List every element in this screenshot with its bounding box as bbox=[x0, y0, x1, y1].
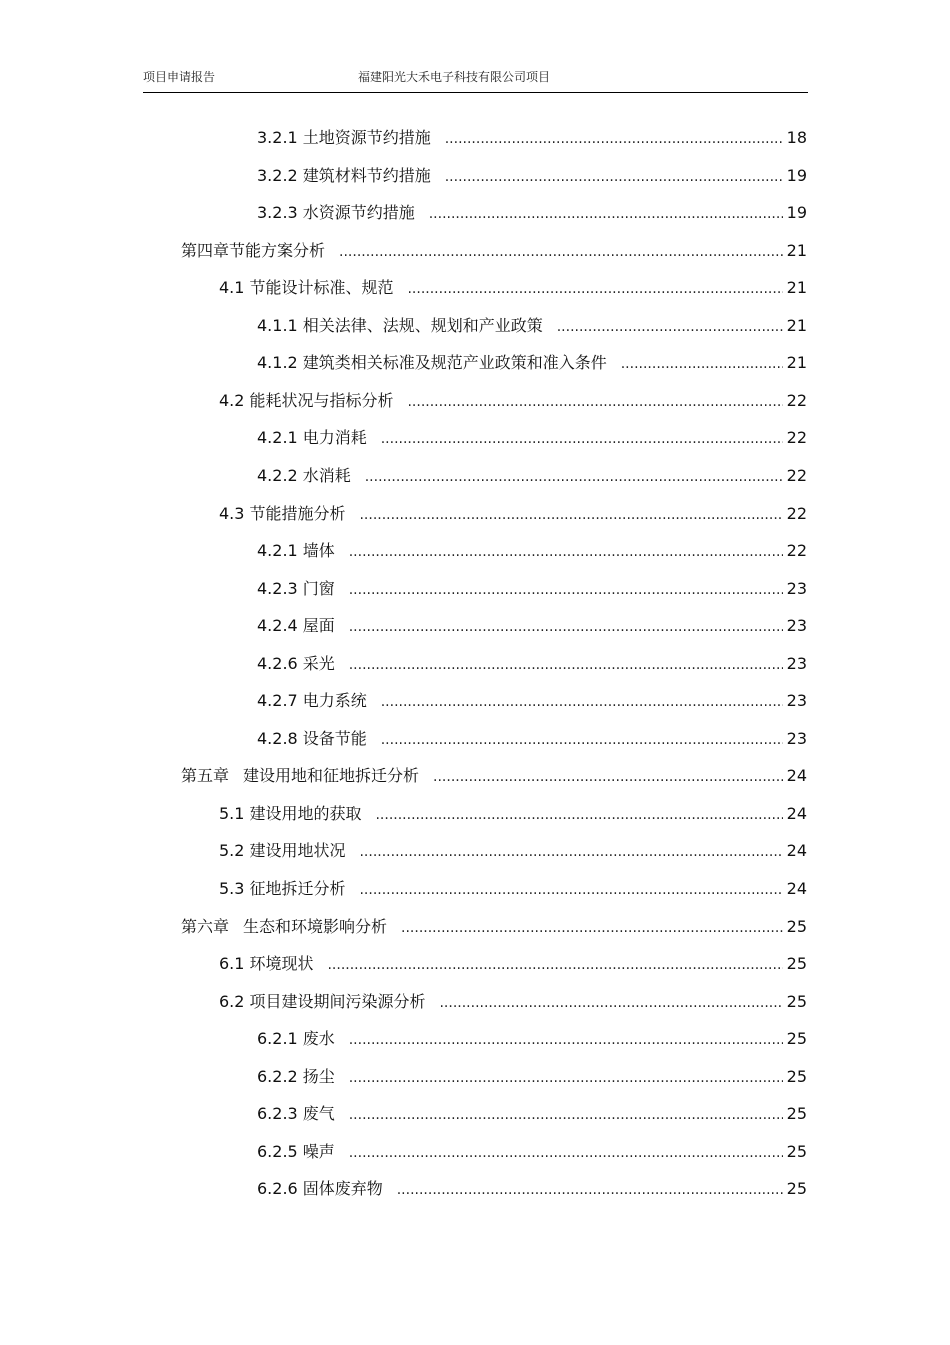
toc-entry-title: 征地拆迁分析 bbox=[249, 879, 346, 898]
toc-entry-page-number: 21 bbox=[786, 353, 807, 372]
toc-entry-page-number: 19 bbox=[786, 203, 807, 222]
toc-entry-number: 4.2.4 bbox=[257, 616, 298, 635]
toc-dot-leader bbox=[397, 1182, 783, 1198]
toc-dot-leader bbox=[349, 619, 783, 635]
toc-dot-leader bbox=[359, 507, 782, 523]
toc-entry[interactable] bbox=[257, 651, 807, 675]
toc-entry-page-number: 21 bbox=[786, 278, 807, 297]
toc-entry-title: 墙体 bbox=[302, 541, 335, 560]
toc-entry-page-number: 24 bbox=[786, 804, 807, 823]
toc-entry-number: 5.1 bbox=[219, 804, 245, 823]
toc-dot-leader bbox=[327, 957, 782, 973]
toc-entry-number: 4.2.1 bbox=[257, 541, 298, 560]
toc-entry[interactable] bbox=[181, 914, 807, 938]
toc-entry-number: 第五章 bbox=[181, 766, 230, 785]
toc-entry[interactable] bbox=[257, 125, 807, 149]
toc-entry-number: 3.2.2 bbox=[257, 166, 298, 185]
toc-entry-title: 相关法律、法规、规划和产业政策 bbox=[302, 316, 543, 335]
toc-dot-leader bbox=[349, 1032, 783, 1048]
toc-entry-title: 噪声 bbox=[302, 1142, 335, 1161]
page-header bbox=[143, 64, 808, 93]
toc-entry-number: 3.2.3 bbox=[257, 203, 298, 222]
toc-entry[interactable] bbox=[219, 989, 807, 1013]
toc-entry-page-number: 25 bbox=[786, 1067, 807, 1086]
toc-entry[interactable] bbox=[257, 200, 807, 224]
toc-entry-page-number: 25 bbox=[786, 1142, 807, 1161]
toc-entry-title: 电力消耗 bbox=[302, 428, 367, 447]
toc-entry[interactable] bbox=[257, 576, 807, 600]
toc-dot-leader bbox=[381, 732, 783, 748]
toc-entry-page-number: 25 bbox=[786, 1104, 807, 1123]
toc-dot-leader bbox=[445, 169, 783, 185]
header-report-type: 项目申请报告 bbox=[143, 70, 216, 84]
toc-entry-title: 节能措施分析 bbox=[249, 504, 346, 523]
toc-entry-title: 建设用地和征地拆迁分析 bbox=[243, 766, 420, 785]
toc-entry-number: 6.2.5 bbox=[257, 1142, 298, 1161]
toc-dot-leader bbox=[407, 281, 782, 297]
toc-entry-page-number: 25 bbox=[786, 1029, 807, 1048]
toc-entry-page-number: 22 bbox=[786, 466, 807, 485]
toc-entry[interactable] bbox=[257, 425, 807, 449]
toc-entry[interactable] bbox=[257, 463, 807, 487]
toc-entry[interactable] bbox=[257, 613, 807, 637]
toc-entry-page-number: 25 bbox=[786, 992, 807, 1011]
toc-entry-title: 固体废弃物 bbox=[302, 1179, 383, 1198]
toc-entry[interactable] bbox=[219, 801, 807, 825]
toc-dot-leader bbox=[557, 319, 783, 335]
toc-entry-number: 4.3 bbox=[219, 504, 245, 523]
toc-entry-number: 4.2.2 bbox=[257, 466, 298, 485]
toc-entry-title: 建筑材料节约措施 bbox=[302, 166, 431, 185]
toc-entry[interactable] bbox=[257, 688, 807, 712]
toc-entry[interactable] bbox=[219, 951, 807, 975]
toc-entry[interactable] bbox=[257, 313, 807, 337]
toc-dot-leader bbox=[349, 657, 783, 673]
toc-entry-number: 6.2.3 bbox=[257, 1104, 298, 1123]
header-project-name: 福建阳光大禾电子科技有限公司项目 bbox=[358, 70, 551, 84]
toc-dot-leader bbox=[349, 1070, 783, 1086]
toc-entry-number: 4.1.1 bbox=[257, 316, 298, 335]
toc-dot-leader bbox=[359, 882, 782, 898]
toc-entry-title: 生态和环境影响分析 bbox=[243, 917, 388, 936]
toc-entry-number: 4.2.7 bbox=[257, 691, 298, 710]
toc-dot-leader bbox=[445, 131, 783, 147]
toc-entry-number: 3.2.1 bbox=[257, 128, 298, 147]
toc-entry-title: 能耗状况与指标分析 bbox=[249, 391, 394, 410]
toc-entry-page-number: 24 bbox=[786, 879, 807, 898]
toc-entry-page-number: 24 bbox=[786, 841, 807, 860]
toc-entry-number: 6.2.1 bbox=[257, 1029, 298, 1048]
toc-dot-leader bbox=[359, 844, 782, 860]
toc-entry-title: 第四章节能方案分析 bbox=[181, 241, 326, 260]
toc-entry-title: 土地资源节约措施 bbox=[302, 128, 431, 147]
toc-entry-title: 节能设计标准、规范 bbox=[249, 278, 394, 297]
toc-entry-number: 4.2 bbox=[219, 391, 245, 410]
toc-entry-title: 扬尘 bbox=[302, 1067, 335, 1086]
toc-dot-leader bbox=[349, 544, 783, 560]
toc-entry[interactable] bbox=[219, 388, 807, 412]
toc-entry-number: 6.2.2 bbox=[257, 1067, 298, 1086]
toc-entry-page-number: 24 bbox=[786, 766, 807, 785]
toc-dot-leader bbox=[381, 694, 783, 710]
toc-dot-leader bbox=[349, 1145, 783, 1161]
toc-dot-leader bbox=[433, 769, 783, 785]
toc-entry[interactable] bbox=[219, 275, 807, 299]
toc-entry[interactable] bbox=[257, 538, 807, 562]
toc-entry-page-number: 22 bbox=[786, 504, 807, 523]
toc-entry-number: 6.2.6 bbox=[257, 1179, 298, 1198]
toc-entry-page-number: 23 bbox=[786, 616, 807, 635]
toc-entry[interactable] bbox=[257, 163, 807, 187]
toc-entry-number: 4.1 bbox=[219, 278, 245, 297]
toc-entry-title: 门窗 bbox=[302, 579, 335, 598]
toc-dot-leader bbox=[401, 920, 783, 936]
toc-entry-number: 6.1 bbox=[219, 954, 245, 973]
toc-entry-page-number: 23 bbox=[786, 729, 807, 748]
toc-entry-number: 4.2.8 bbox=[257, 729, 298, 748]
toc-entry-page-number: 23 bbox=[786, 654, 807, 673]
toc-entry-page-number: 23 bbox=[786, 691, 807, 710]
toc-entry-page-number: 22 bbox=[786, 391, 807, 410]
toc-entry-title: 项目建设期间污染源分析 bbox=[249, 992, 426, 1011]
toc-entry-title: 电力系统 bbox=[302, 691, 367, 710]
toc-entry-number: 5.2 bbox=[219, 841, 245, 860]
toc-entry[interactable] bbox=[257, 1064, 807, 1088]
toc-entry[interactable] bbox=[181, 763, 807, 787]
toc-entry[interactable] bbox=[219, 838, 807, 862]
toc-entry-title: 水消耗 bbox=[302, 466, 351, 485]
toc-entry-page-number: 21 bbox=[786, 241, 807, 260]
toc-dot-leader bbox=[381, 431, 783, 447]
toc-entry-number: 5.3 bbox=[219, 879, 245, 898]
toc-entry-title: 设备节能 bbox=[302, 729, 367, 748]
toc-entry-number: 第六章 bbox=[181, 917, 230, 936]
toc-entry[interactable] bbox=[219, 501, 807, 525]
toc-dot-leader bbox=[429, 206, 783, 222]
toc-entry-page-number: 25 bbox=[786, 954, 807, 973]
toc-dot-leader bbox=[339, 244, 783, 260]
toc-entry-title: 建设用地的获取 bbox=[249, 804, 362, 823]
toc-dot-leader bbox=[407, 394, 782, 410]
toc-entry-title: 建设用地状况 bbox=[249, 841, 346, 860]
toc-entry-page-number: 18 bbox=[786, 128, 807, 147]
toc-entry[interactable] bbox=[181, 238, 807, 262]
toc-entry-page-number: 22 bbox=[786, 428, 807, 447]
toc-entry-number: 4.2.6 bbox=[257, 654, 298, 673]
toc-entry[interactable] bbox=[257, 1101, 807, 1125]
toc-entry[interactable] bbox=[257, 726, 807, 750]
toc-dot-leader bbox=[349, 582, 783, 598]
toc-entry-page-number: 25 bbox=[786, 917, 807, 936]
toc-entry-title: 废气 bbox=[302, 1104, 335, 1123]
toc-entry-title: 废水 bbox=[302, 1029, 335, 1048]
toc-entry-number: 4.2.1 bbox=[257, 428, 298, 447]
toc-entry-page-number: 23 bbox=[786, 579, 807, 598]
toc-dot-leader bbox=[375, 807, 782, 823]
toc-dot-leader bbox=[439, 995, 782, 1011]
toc-entry-number: 6.2 bbox=[219, 992, 245, 1011]
toc-entry-page-number: 21 bbox=[786, 316, 807, 335]
toc-entry[interactable] bbox=[257, 350, 807, 374]
toc-entry-title: 环境现状 bbox=[249, 954, 314, 973]
toc-dot-leader bbox=[621, 356, 783, 372]
toc-entry-page-number: 22 bbox=[786, 541, 807, 560]
toc-entry-title: 屋面 bbox=[302, 616, 335, 635]
toc-entry-title: 建筑类相关标准及规范产业政策和准入条件 bbox=[302, 353, 607, 372]
toc-entry-title: 水资源节约措施 bbox=[302, 203, 415, 222]
toc-entry[interactable] bbox=[219, 876, 807, 900]
toc-entry[interactable] bbox=[257, 1176, 807, 1200]
toc-entry[interactable] bbox=[257, 1139, 807, 1163]
toc-entry-page-number: 19 bbox=[786, 166, 807, 185]
toc-entry-page-number: 25 bbox=[786, 1179, 807, 1198]
toc-entry-number: 4.1.2 bbox=[257, 353, 298, 372]
toc-entry-number: 4.2.3 bbox=[257, 579, 298, 598]
toc-entry-title: 采光 bbox=[302, 654, 335, 673]
toc-dot-leader bbox=[365, 469, 783, 485]
toc-entry[interactable] bbox=[257, 1026, 807, 1050]
toc-dot-leader bbox=[349, 1107, 783, 1123]
